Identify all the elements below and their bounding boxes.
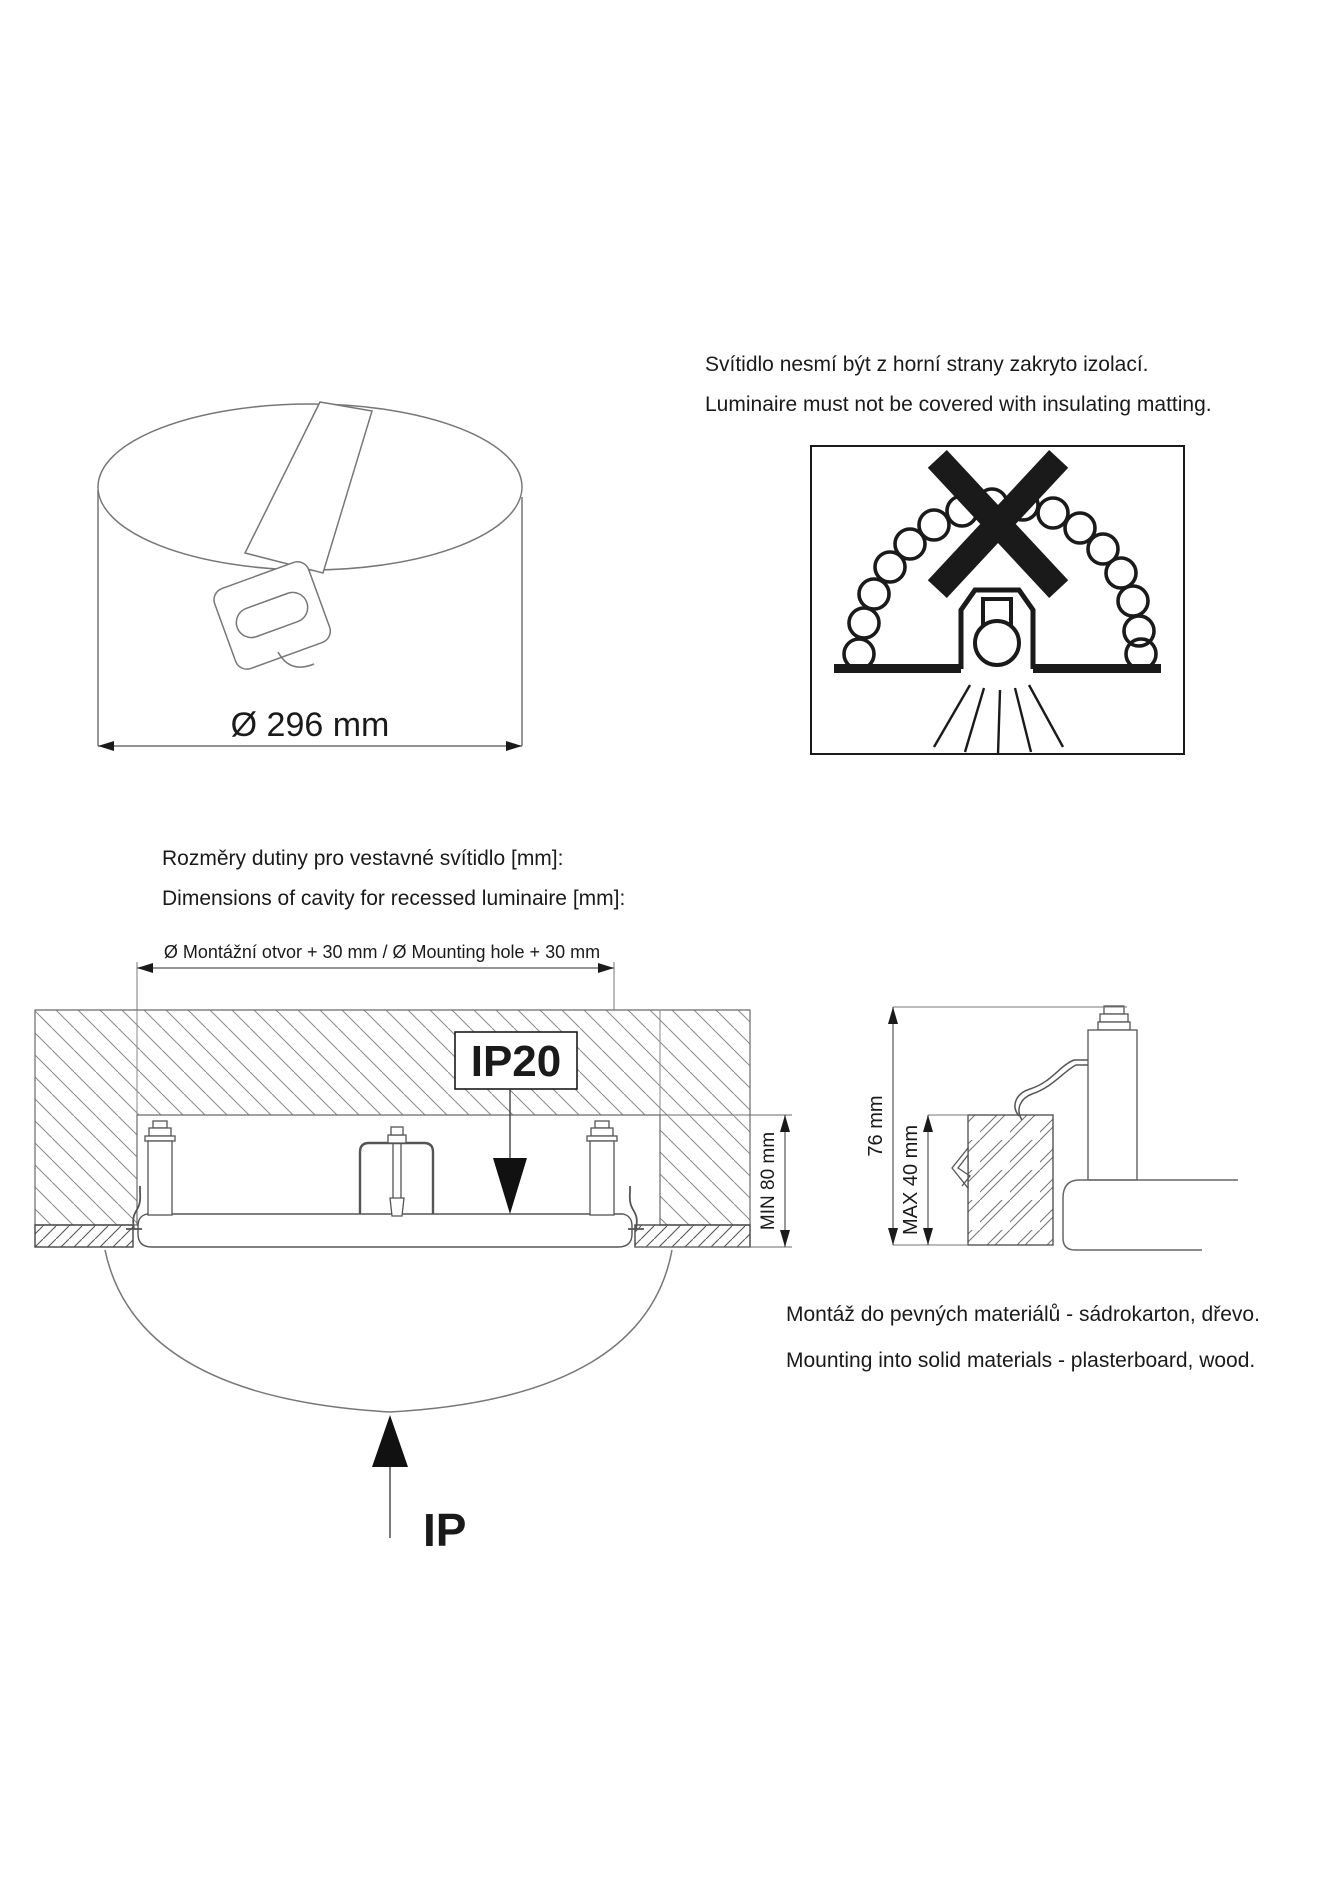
cavity-depth-dimension bbox=[758, 1115, 790, 1247]
plasterboard-right bbox=[635, 1225, 750, 1247]
note-cavity-en: Dimensions of cavity for recessed luminaire [mm]: bbox=[162, 887, 626, 910]
mounting-post bbox=[1088, 1006, 1137, 1180]
diameter-label: Ø 296 mm bbox=[230, 706, 390, 744]
ip20-arrow bbox=[493, 1158, 527, 1214]
lamp-symbol bbox=[961, 590, 1033, 669]
plasterboard-left bbox=[35, 1225, 133, 1247]
mounting-post-right bbox=[587, 1121, 617, 1215]
panel-thickness-label: MAX 40 mm bbox=[900, 1124, 922, 1236]
dome-diffuser bbox=[105, 1250, 672, 1412]
luminaire-base-plate bbox=[138, 1214, 632, 1247]
ip20-callout bbox=[455, 1032, 577, 1214]
ip-callout bbox=[372, 1415, 466, 1556]
note-mounting-cz: Montáž do pevných materiálů - sádrokarton, dřevo. bbox=[786, 1303, 1260, 1326]
cavity-depth-label: MIN 80 mm bbox=[758, 1131, 779, 1231]
ip-label: IP bbox=[423, 1504, 467, 1556]
panel-thickness-dimension bbox=[900, 1115, 968, 1245]
center-bracket bbox=[360, 1127, 433, 1216]
light-rays-icon bbox=[934, 685, 1063, 753]
recess-height-label: 76 mm bbox=[865, 1095, 887, 1157]
mounting-hole-dimension bbox=[137, 942, 614, 1010]
note-mounting-en: Mounting into solid materials - plasterboard, wood. bbox=[786, 1349, 1256, 1372]
diameter-dimension bbox=[98, 706, 522, 751]
spring-clip bbox=[1015, 1060, 1088, 1120]
mounting-bracket bbox=[211, 558, 334, 672]
insulation-warning-box bbox=[810, 445, 1185, 755]
luminaire-side-view bbox=[60, 380, 640, 780]
note-cavity-cz: Rozměry dutiny pro vestavné svítidlo [mm]: bbox=[162, 847, 564, 870]
mounting-post-left bbox=[145, 1121, 175, 1215]
luminaire-body bbox=[1063, 1180, 1238, 1250]
recessed-mounting-cross-section bbox=[30, 940, 820, 1565]
ip20-label: IP20 bbox=[470, 1037, 562, 1086]
note-insulation-en: Luminaire must not be covered with insulating matting. bbox=[705, 393, 1212, 416]
ip-arrow bbox=[372, 1415, 408, 1467]
mounting-strap bbox=[245, 402, 372, 573]
mounting-hole-label: Ø Montážní otvor + 30 mm / Ø Mounting hole + 30 mm bbox=[163, 942, 601, 962]
insulation-warning-pictogram bbox=[812, 447, 1183, 753]
note-insulation-cz: Svítidlo nesmí být z horní strany zakryto izolací. bbox=[705, 353, 1149, 376]
clip-mounting-detail bbox=[860, 990, 1280, 1270]
panel-block bbox=[968, 1115, 1053, 1245]
